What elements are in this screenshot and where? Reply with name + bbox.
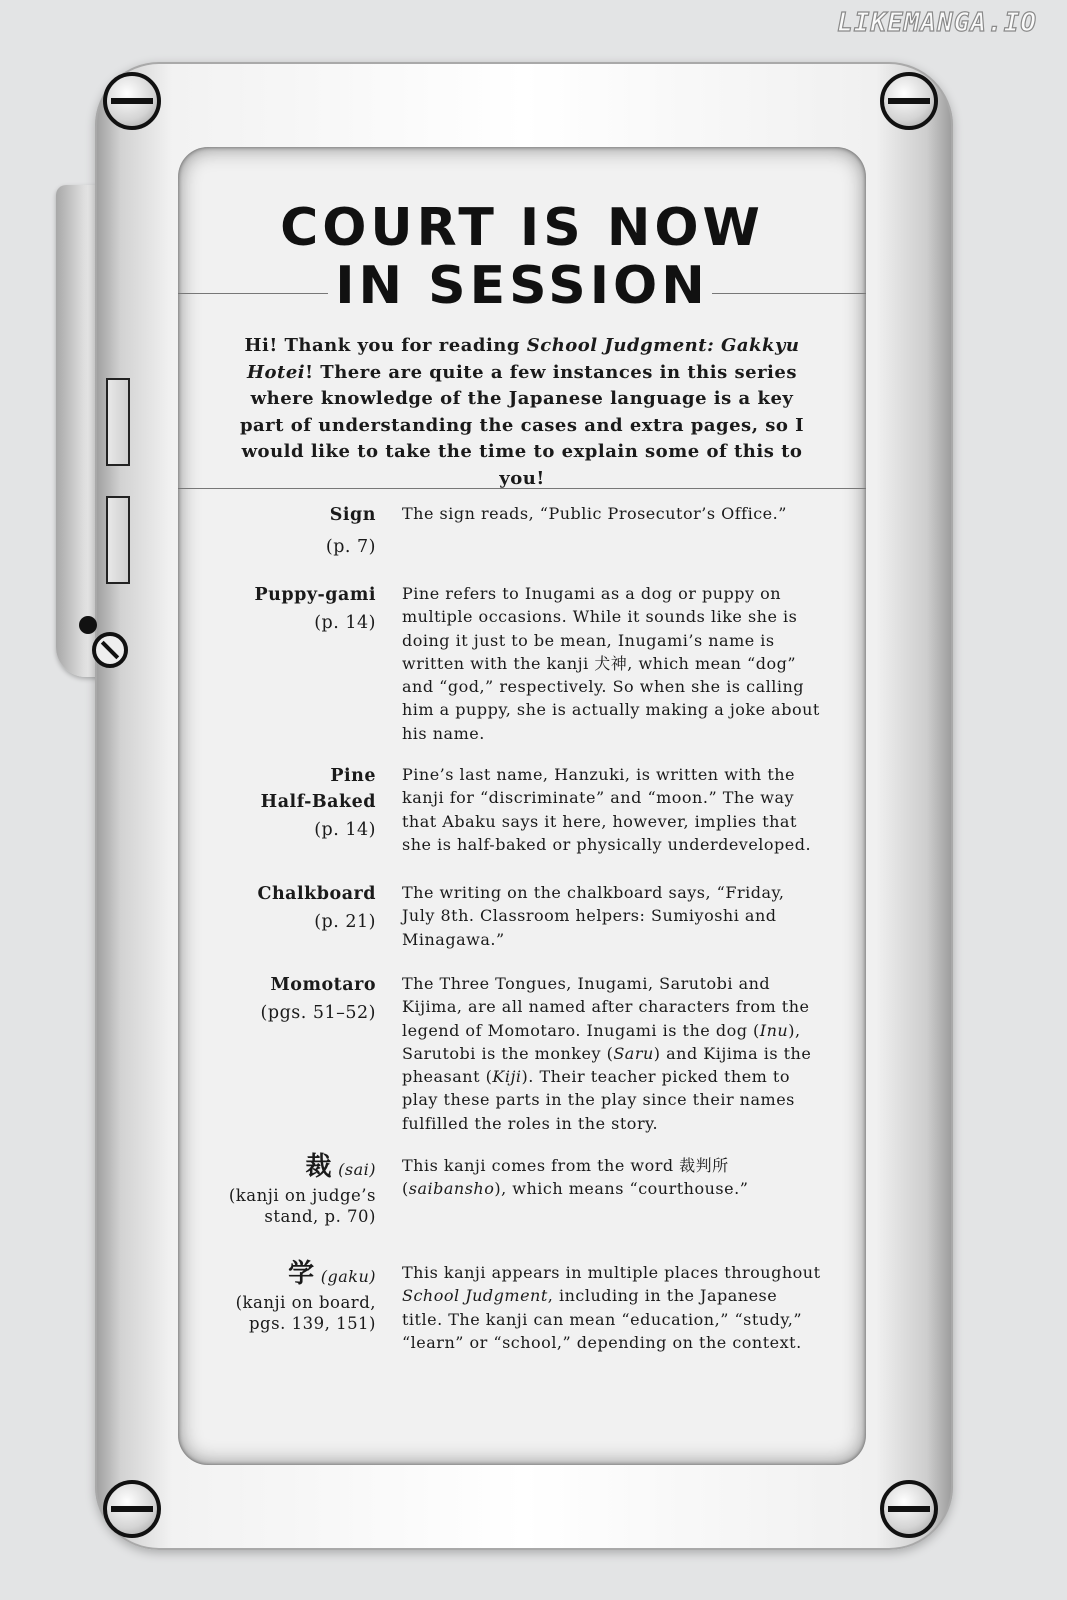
definition: The writing on the chalkboard says, “Friday, July 8th. Classroom helpers: Sumiyoshi and Minagawa.” — [402, 883, 785, 949]
term: Chalkboard (p. 21) — [257, 884, 376, 932]
small-screw-icon — [92, 632, 128, 668]
title-line-2: IN SESSION — [335, 256, 709, 316]
title-rule-left — [178, 293, 328, 294]
latch-pin — [79, 616, 97, 634]
definition: The sign reads, “Public Prosecutor’s Office.” — [402, 504, 787, 523]
intro-paragraph: Hi! Thank you for reading School Judgment: Gakkyu Hotei! There are quite a few instances in this series where knowledge of the Japanese language is a key part of understanding the cases and extra pages, so I would like to take the time to explain some of this to you! — [239, 335, 805, 489]
term: Puppy-gami (p. 14) — [254, 585, 376, 633]
definition: Pine’s last name, Hanzuki, is written with the kanji for “discriminate” and “moon.” The way that Abaku says it here, however, implies that she is half-baked or physically underdeveloped. — [402, 765, 812, 854]
site-watermark: LIKEMANGA.IO — [837, 8, 1037, 38]
section-divider — [178, 488, 866, 489]
definition: The Three Tongues, Inugami, Sarutobi and Kijima, are all named after characters from the legend of Momotaro. Inugami is the dog (Inu), Sarutobi is the monkey (Saru) and Kijima is the pheasant (Kiji). Their teacher picked them to play these parts in the play since their names fulfilled the roles in the story. — [402, 974, 812, 1133]
definition: This kanji comes from the word 裁判所 (saibansho), which means “courthouse.” — [402, 1156, 749, 1199]
screw-icon — [103, 1480, 161, 1538]
latch-slot — [106, 496, 130, 584]
term: 裁 (sai) (kanji on judge’s stand, p. 70) — [228, 1152, 376, 1226]
latch-slot — [106, 378, 130, 466]
term: 学 (gaku) (kanji on board, pgs. 139, 151) — [235, 1259, 376, 1333]
page-title — [178, 199, 866, 315]
title-line-1: COURT IS NOW — [280, 198, 764, 258]
title-rule-right — [712, 293, 866, 294]
term: Momotaro (pgs. 51–52) — [260, 975, 376, 1023]
definition: Pine refers to Inugami as a dog or puppy on multiple occasions. While it sounds like she is doing it just to be mean, Inugami’s name is written with the kanji 犬神, which mean “dog” and “god,” respectively. So when she is calling him a puppy, she is actually making a joke about his name. — [402, 584, 820, 743]
screw-icon — [103, 72, 161, 130]
definition: This kanji appears in multiple places throughout School Judgment, including in the Japanese title. The kanji can mean “education,” “study,” “learn” or “school,” depending on the context. — [402, 1263, 821, 1352]
screw-icon — [880, 72, 938, 130]
content-panel — [178, 147, 866, 1465]
term: Pine Half-Baked (p. 14) — [260, 766, 376, 840]
term: Sign (p. 7) — [325, 505, 376, 557]
screw-icon — [880, 1480, 938, 1538]
